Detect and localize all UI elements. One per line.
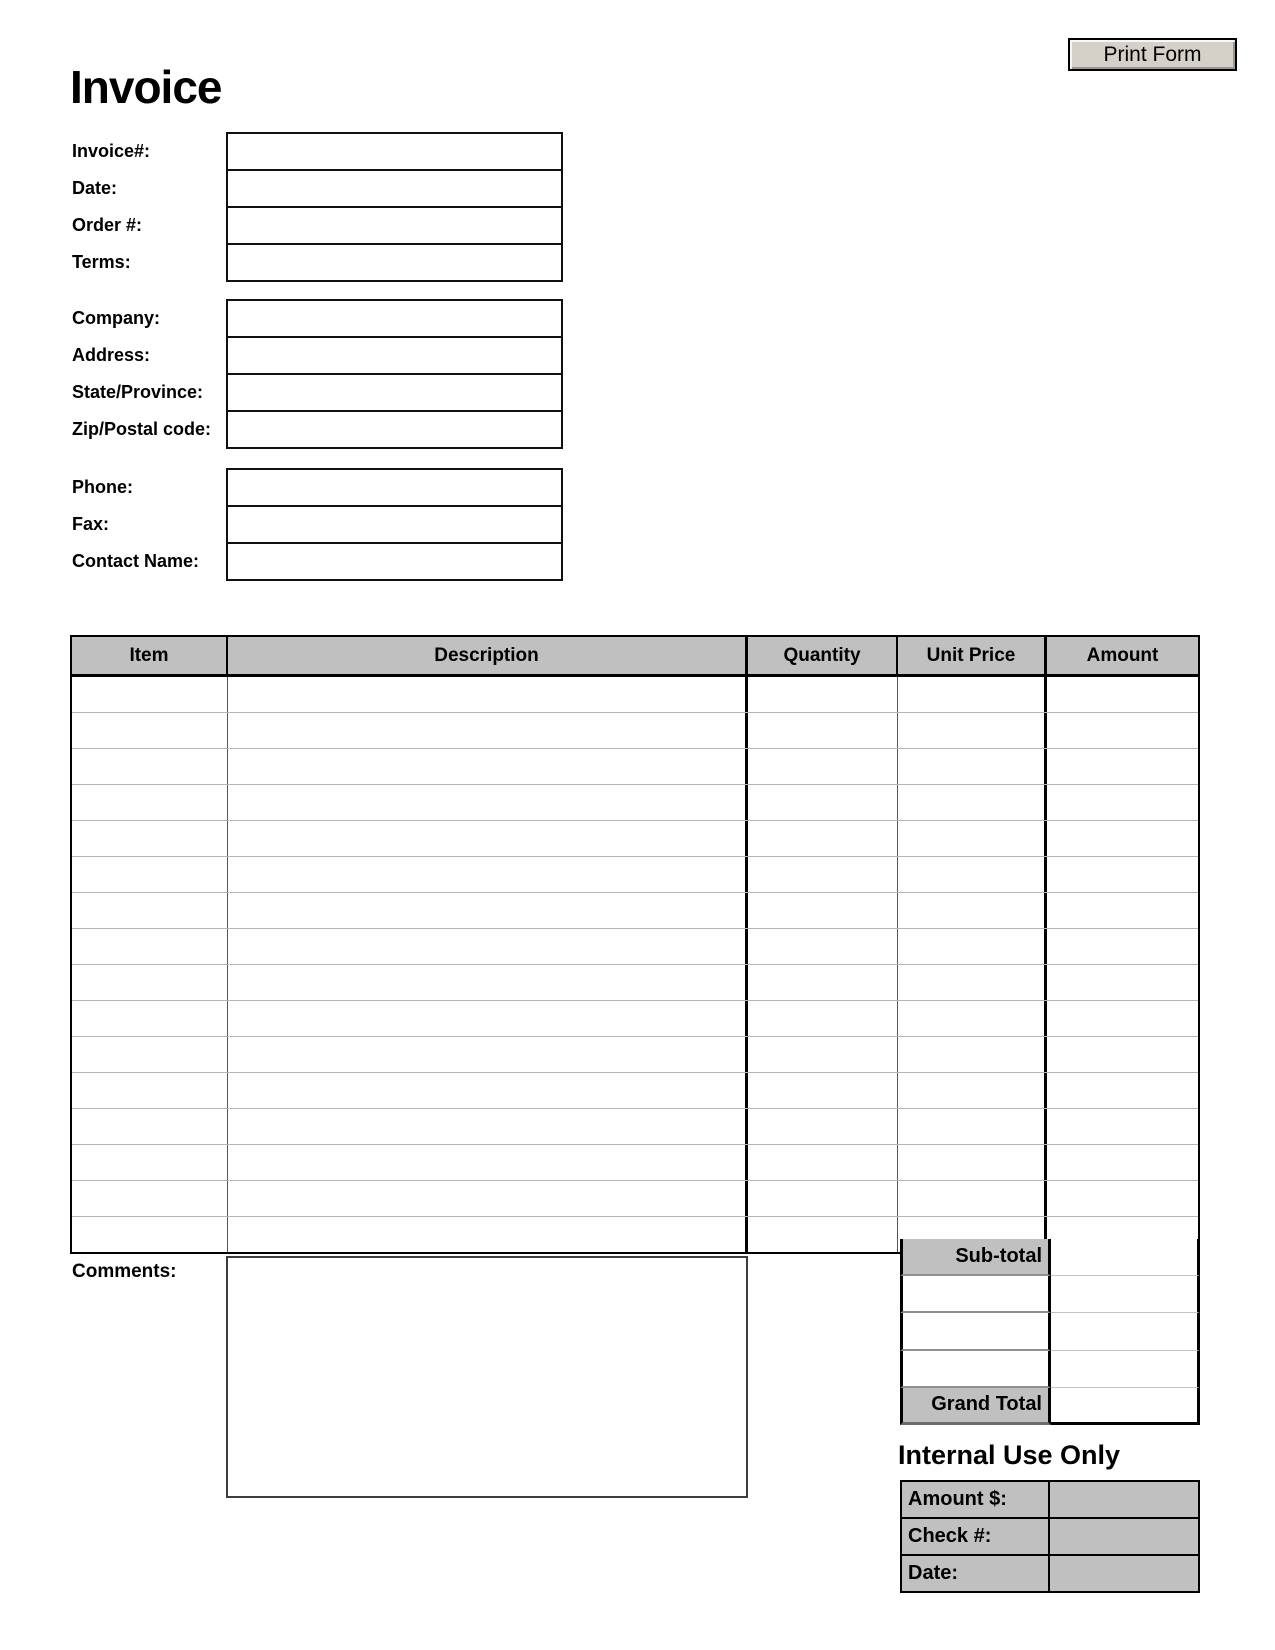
totals-section — [900, 1239, 1200, 1425]
internal-use-row — [902, 1519, 1198, 1556]
item-cell[interactable] — [72, 1145, 228, 1180]
amount-cell[interactable] — [1047, 1109, 1198, 1144]
description-cell[interactable] — [228, 893, 748, 928]
unit-price-cell[interactable] — [898, 1181, 1047, 1216]
description-cell[interactable] — [228, 749, 748, 784]
date-input[interactable] — [226, 169, 563, 208]
internal-use-row — [902, 1482, 1198, 1519]
item-cell[interactable] — [72, 713, 228, 748]
invoice-number-input[interactable] — [226, 132, 563, 171]
quantity-cell[interactable] — [748, 677, 898, 712]
quantity-cell[interactable] — [748, 749, 898, 784]
description-cell[interactable] — [228, 1109, 748, 1144]
items-table — [70, 635, 1200, 1254]
table-row — [72, 965, 1198, 1001]
item-cell[interactable] — [72, 1217, 228, 1252]
table-row — [72, 713, 1198, 749]
description-cell[interactable] — [228, 1073, 748, 1108]
page-title: Invoice — [70, 61, 222, 113]
contact-info-group — [72, 468, 563, 581]
totals-blank-rows — [900, 1276, 1200, 1388]
print-form-button[interactable]: Print Form — [1068, 38, 1237, 71]
amount-cell[interactable] — [1047, 1181, 1198, 1216]
unit-price-cell[interactable] — [898, 713, 1047, 748]
unit-price-cell[interactable] — [898, 1037, 1047, 1072]
company-info-group — [72, 299, 563, 449]
quantity-cell[interactable] — [748, 1037, 898, 1072]
description-cell[interactable] — [228, 785, 748, 820]
internal-date-input[interactable] — [1050, 1556, 1198, 1591]
unit-price-cell[interactable] — [898, 1145, 1047, 1180]
quantity-cell[interactable] — [748, 1217, 898, 1252]
field-row — [72, 132, 563, 171]
check-number-label: Check #: — [902, 1519, 1050, 1554]
unit-price-cell[interactable] — [898, 965, 1047, 1000]
field-row — [72, 336, 563, 375]
amount-cell[interactable] — [1047, 893, 1198, 928]
unit-price-cell[interactable] — [898, 749, 1047, 784]
quantity-cell[interactable] — [748, 1073, 898, 1108]
terms-input[interactable] — [226, 243, 563, 282]
comments-input[interactable] — [226, 1256, 748, 1498]
description-cell[interactable] — [228, 713, 748, 748]
grand-total-label: Grand Total — [900, 1388, 1051, 1425]
description-cell[interactable] — [228, 677, 748, 712]
amount-cell[interactable] — [1047, 749, 1198, 784]
description-cell[interactable] — [228, 929, 748, 964]
table-row — [72, 1073, 1198, 1109]
item-cell[interactable] — [72, 1037, 228, 1072]
address-input[interactable] — [226, 336, 563, 375]
amount-cell[interactable] — [1047, 1073, 1198, 1108]
address-label: Address: — [72, 345, 151, 365]
item-cell[interactable] — [72, 677, 228, 712]
quantity-cell[interactable] — [748, 1181, 898, 1216]
internal-use-table — [900, 1480, 1200, 1593]
table-row — [72, 1001, 1198, 1037]
check-number-input[interactable] — [1050, 1519, 1198, 1554]
phone-label: Phone: — [72, 477, 133, 497]
field-row — [72, 299, 563, 338]
company-label: Company: — [72, 308, 161, 328]
internal-use-heading: Internal Use Only — [898, 1440, 1121, 1470]
unit-price-cell[interactable] — [898, 857, 1047, 892]
table-row — [72, 929, 1198, 965]
order-number-label: Order #: — [72, 215, 143, 235]
unit-price-cell[interactable] — [898, 677, 1047, 712]
fax-input[interactable] — [226, 505, 563, 544]
amount-cell[interactable] — [1047, 1145, 1198, 1180]
invoice-number-label: Invoice#: — [72, 141, 151, 161]
grand-total-amount-cell[interactable] — [1051, 1388, 1200, 1425]
description-cell[interactable] — [228, 857, 748, 892]
quantity-cell[interactable] — [748, 1001, 898, 1036]
comments-label: Comments: — [72, 1261, 177, 1282]
item-cell[interactable] — [72, 1109, 228, 1144]
terms-label: Terms: — [72, 252, 131, 272]
item-cell[interactable] — [72, 785, 228, 820]
amount-cell[interactable] — [1047, 1037, 1198, 1072]
description-cell[interactable] — [228, 965, 748, 1000]
item-cell[interactable] — [72, 965, 228, 1000]
item-cell[interactable] — [72, 749, 228, 784]
table-row — [72, 893, 1198, 929]
field-row — [72, 542, 563, 581]
description-cell[interactable] — [228, 1217, 748, 1252]
quantity-cell[interactable] — [748, 929, 898, 964]
date-label: Date: — [72, 178, 118, 198]
field-row — [72, 410, 563, 449]
quantity-cell[interactable] — [748, 713, 898, 748]
totals-blank-label-cell — [900, 1276, 1051, 1313]
quantity-cell[interactable] — [748, 893, 898, 928]
field-row — [72, 468, 563, 507]
table-row — [72, 749, 1198, 785]
quantity-cell[interactable] — [748, 785, 898, 820]
totals-blank-row — [900, 1351, 1200, 1388]
description-cell[interactable] — [228, 1181, 748, 1216]
table-row — [72, 785, 1198, 821]
items-table-body — [72, 677, 1198, 1252]
totals-blank-row — [900, 1276, 1200, 1313]
unit-price-cell[interactable] — [898, 929, 1047, 964]
description-cell[interactable] — [228, 1037, 748, 1072]
amount-cell[interactable] — [1047, 785, 1198, 820]
unit-price-cell[interactable] — [898, 1073, 1047, 1108]
field-row — [72, 243, 563, 282]
column-header-amount: Amount — [1086, 644, 1159, 666]
table-row — [72, 1109, 1198, 1145]
state-province-input[interactable] — [226, 373, 563, 412]
subtotal-row — [900, 1239, 1200, 1276]
amount-cell[interactable] — [1047, 713, 1198, 748]
column-header-quantity: Quantity — [748, 637, 898, 674]
totals-blank-amount-cell[interactable] — [1051, 1313, 1200, 1350]
zip-postal-input[interactable] — [226, 410, 563, 449]
contact-name-input[interactable] — [226, 542, 563, 581]
unit-price-cell[interactable] — [898, 893, 1047, 928]
table-row — [72, 821, 1198, 857]
amount-cell[interactable] — [1047, 821, 1198, 856]
unit-price-cell[interactable] — [898, 785, 1047, 820]
amount-cell[interactable] — [1047, 857, 1198, 892]
description-cell[interactable] — [228, 1145, 748, 1180]
item-cell[interactable] — [72, 1181, 228, 1216]
amount-cell[interactable] — [1047, 965, 1198, 1000]
description-cell[interactable] — [228, 821, 748, 856]
table-row — [72, 1037, 1198, 1073]
table-row — [72, 1145, 1198, 1181]
item-cell[interactable] — [72, 821, 228, 856]
fax-label: Fax: — [72, 514, 110, 534]
quantity-cell[interactable] — [748, 1145, 898, 1180]
quantity-cell[interactable] — [748, 821, 898, 856]
field-row — [72, 169, 563, 208]
unit-price-cell[interactable] — [898, 1001, 1047, 1036]
field-row — [72, 206, 563, 245]
table-row — [72, 1181, 1198, 1217]
amount-cell[interactable] — [1047, 1001, 1198, 1036]
amount-cell[interactable] — [1047, 929, 1198, 964]
subtotal-amount-cell[interactable] — [1051, 1239, 1200, 1276]
totals-blank-amount-cell[interactable] — [1051, 1276, 1200, 1313]
table-row — [72, 857, 1198, 893]
field-row — [72, 373, 563, 412]
totals-blank-label-cell — [900, 1313, 1051, 1350]
totals-blank-label-cell — [900, 1351, 1051, 1388]
zip-postal-label: Zip/Postal code: — [72, 419, 212, 439]
unit-price-cell[interactable] — [898, 1109, 1047, 1144]
grand-total-row — [900, 1388, 1200, 1425]
subtotal-label: Sub-total — [900, 1239, 1051, 1276]
amount-cell[interactable] — [1047, 677, 1198, 712]
description-cell[interactable] — [228, 1001, 748, 1036]
column-header-item: Item — [72, 637, 228, 674]
item-cell[interactable] — [72, 893, 228, 928]
item-cell[interactable] — [72, 1073, 228, 1108]
amount-dollar-input[interactable] — [1050, 1482, 1198, 1517]
unit-price-cell[interactable] — [898, 821, 1047, 856]
field-row — [72, 505, 563, 544]
order-number-input[interactable] — [226, 206, 563, 245]
state-province-label: State/Province: — [72, 382, 204, 402]
item-cell[interactable] — [72, 929, 228, 964]
column-header-description: Description — [228, 637, 748, 674]
totals-blank-amount-cell[interactable] — [1051, 1351, 1200, 1388]
table-row — [72, 677, 1198, 713]
amount-dollar-label: Amount $: — [902, 1482, 1050, 1517]
quantity-cell[interactable] — [748, 1109, 898, 1144]
phone-input[interactable] — [226, 468, 563, 507]
quantity-cell[interactable] — [748, 965, 898, 1000]
invoice-meta-group — [72, 132, 563, 282]
quantity-cell[interactable] — [748, 857, 898, 892]
column-header-unit-price: Unit Price — [898, 637, 1047, 674]
contact-name-label: Contact Name: — [72, 551, 200, 571]
internal-use-row — [902, 1556, 1198, 1591]
totals-blank-row — [900, 1313, 1200, 1350]
item-cell[interactable] — [72, 1001, 228, 1036]
internal-date-label: Date: — [902, 1556, 1050, 1591]
company-input[interactable] — [226, 299, 563, 338]
item-cell[interactable] — [72, 857, 228, 892]
items-table-header — [72, 637, 1198, 677]
